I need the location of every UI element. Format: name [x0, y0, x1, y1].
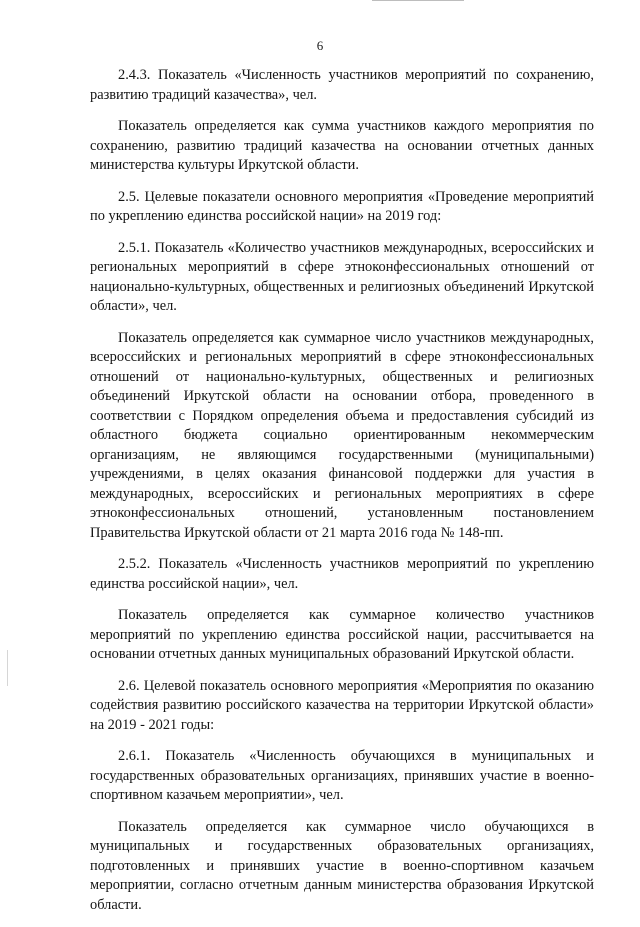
paragraph-2-6: 2.6. Целевой показатель основного мероприятия «Мероприятия по оказанию содействия развитию российского казачества на территории Иркутской области» на 2019 - 2021 годы: — [90, 677, 594, 733]
paragraph-2-4-3: 2.4.3. Показатель «Численность участников мероприятий по сохранению, развитию традиций казачества», чел. — [90, 67, 594, 103]
document-body — [90, 66, 594, 927]
margin-scan-mark — [7, 650, 8, 686]
paragraph-2-5: 2.5. Целевые показатели основного мероприятия «Проведение мероприятий по укреплению единства российской нации» на 2019 год: — [90, 188, 594, 224]
paragraph-2-4-3-definition: Показатель определяется как сумма участников каждого мероприятия по сохранению, развитию традиций казачества на основании отчетных данных министерства культуры Иркутской области. — [90, 118, 594, 173]
paragraph-2-6-1: 2.6.1. Показатель «Численность обучающихся в муниципальных и государственных образовательных организациях, принявших участие в военно-спортивном казачьем мероприятии», чел. — [90, 748, 594, 803]
paragraph-2-5-1-definition: Показатель определяется как суммарное число участников международных, всероссийских и региональных мероприятий в сфере этноконфессиональных отношений от национально-культурных, общественных и религиозных объединений Иркутской области на основании отбора, проведенного в соответствии с Порядком определения объема и предоставления субсидий из областного бюджета социально ориентированным некоммерческим организациям, не являющимся государственными (муниципальными) учреждениями, в целях оказания финансовой поддержки для участия в международных, всероссийских и региональных мероприятиях в сфере этноконфессиональных отношений, установленным постановлением Правительства Иркутской области от 21 марта 2016 года № 148-пп. — [90, 329, 594, 541]
paragraph-2-5-2-definition: Показатель определяется как суммарное количество участников мероприятий по укреплению единства российской нации, рассчитывается на основании отчетных данных муниципальных образований Иркутской области. — [90, 607, 594, 662]
paragraph-2-5-1: 2.5.1. Показатель «Количество участников международных, всероссийских и региональных мероприятий в сфере этноконфессиональных отношений от национально-культурных, общественных и религиозных объединений Иркутской области», чел. — [90, 239, 594, 314]
page-number: 6 — [316, 38, 324, 53]
top-edge-line — [372, 0, 464, 1]
paragraph-2-6-1-definition: Показатель определяется как суммарное число обучающихся в муниципальных и государственных образовательных организациях, подготовленных и принявших участие в военно-спортивном казачьем мероприятии, согласно отчетным данным министерства образования Иркутской области. — [90, 818, 594, 913]
paragraph-2-5-2: 2.5.2. Показатель «Численность участников мероприятий по укреплению единства российской нации», чел. — [90, 556, 594, 592]
